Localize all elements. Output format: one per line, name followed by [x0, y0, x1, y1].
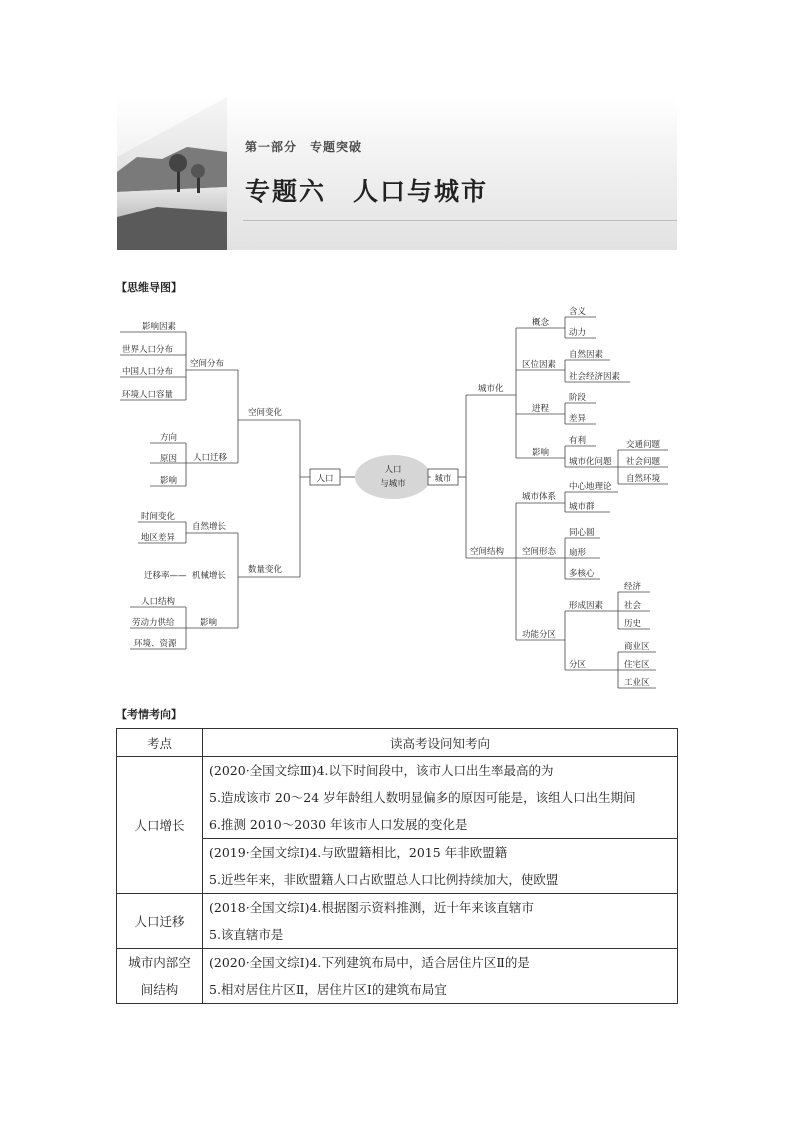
page-title: 专题六 人口与城市 [245, 177, 489, 206]
division-item: 商业区 [624, 642, 650, 652]
mind-map [110, 300, 680, 695]
division-item: 工业区 [624, 678, 650, 688]
system-item: 城市群 [569, 502, 595, 512]
spatial-label: 空间结构 [470, 547, 505, 557]
migration-label: 人口迁移 [193, 453, 228, 463]
form-item: 扇形 [569, 548, 587, 558]
header-topic: 考点 [117, 729, 203, 757]
location-label: 区位因素 [522, 360, 557, 370]
question-cell [203, 949, 678, 1004]
concept-item: 动力 [569, 328, 587, 338]
form-item: 多核心 [569, 569, 595, 579]
division-item: 住宅区 [624, 660, 650, 670]
landscape-photo [117, 97, 227, 250]
migration-item: 原因 [160, 454, 178, 464]
form-item: 同心圆 [569, 528, 595, 538]
distribution-item: 影响因素 [142, 322, 177, 332]
distribution-item: 世界人口分布 [122, 345, 174, 355]
formation-item: 社会 [624, 601, 642, 611]
table-row [117, 949, 678, 1004]
form-label: 空间形态 [522, 547, 557, 557]
question-line: 6.推测 2010～2030 年该市人口发展的变化是 [209, 817, 468, 832]
distribution-item: 中国人口分布 [122, 367, 174, 377]
distribution-item: 环境人口容量 [122, 390, 174, 400]
topic-cell: 人口增长 [117, 757, 203, 894]
center-node [355, 455, 431, 499]
question-line: (2018·全国文综Ⅰ)4.根据图示资料推测，近十年来该直辖市 [209, 900, 534, 915]
natural-growth-label: 自然增长 [192, 522, 227, 532]
impact-item: 人口结构 [141, 597, 176, 607]
question-line: 5.该直辖市是 [209, 927, 284, 942]
title-divider [243, 220, 677, 221]
population-root-label: 人口 [316, 474, 334, 484]
formation-item: 经济 [624, 582, 642, 592]
division-label: 分区 [569, 660, 587, 670]
migration-item: 方向 [160, 433, 178, 443]
process-item: 差异 [569, 414, 587, 424]
location-item: 社会经济因素 [569, 372, 621, 382]
migration-rate-label: 迁移率—— [144, 571, 187, 581]
problem-item: 交通问题 [626, 440, 661, 450]
mechanical-growth-label: 机械增长 [192, 571, 227, 581]
effect-good-label: 有利 [569, 436, 587, 446]
formation-label: 形成因素 [569, 601, 604, 611]
table-header-row [117, 729, 678, 757]
topic-line: 间结构 [140, 982, 179, 997]
distribution-label: 空间分布 [190, 359, 225, 369]
city-root-label: 城市 [434, 474, 452, 484]
exam-section-label: 【考情考向】 [116, 708, 182, 721]
concept-label: 概念 [532, 318, 550, 328]
formation-item: 历史 [624, 619, 642, 629]
exam-table [116, 728, 678, 1004]
part-label: 第一部分 专题突破 [245, 140, 363, 154]
natural-item: 地区差异 [141, 533, 176, 543]
migration-item: 影响 [160, 476, 178, 486]
system-label: 城市体系 [522, 492, 557, 502]
urbanization-label: 城市化 [478, 384, 504, 394]
mindmap-section-label: 【思维导图】 [116, 281, 182, 294]
effect-problem-label: 城市化问题 [569, 457, 612, 467]
impact-item: 劳动力供给 [132, 618, 175, 628]
question-cell [203, 839, 678, 894]
impact-item: 环境、资源 [134, 639, 177, 649]
question-line: 5.相对居住片区Ⅱ，居住片区Ⅰ的建筑布局宜 [209, 982, 447, 997]
center-label-2: 与城市 [380, 479, 406, 489]
topic-cell: 人口迁移 [117, 894, 203, 949]
topic-line: 城市内部空 [128, 955, 191, 970]
center-label-1: 人口 [384, 465, 402, 475]
problem-item: 社会问题 [626, 457, 661, 467]
chapter-banner [117, 97, 677, 250]
problem-item: 自然环境 [626, 474, 661, 484]
question-line: 5.近些年来，非欧盟籍人口占欧盟总人口比例持续加大，使欧盟 [209, 872, 559, 887]
table-row [117, 894, 678, 949]
concept-item: 含义 [569, 307, 587, 317]
question-cell [203, 894, 678, 949]
header-questions: 读高考设问知考向 [203, 729, 678, 757]
zoning-label: 功能分区 [522, 630, 557, 640]
quantity-change-label: 数量变化 [248, 565, 283, 575]
location-item: 自然因素 [569, 350, 604, 360]
impact-label: 影响 [200, 618, 218, 628]
process-item: 阶段 [569, 393, 587, 403]
question-line: (2020·全国文综Ⅲ)4.以下时间段中，该市人口出生率最高的为 [209, 763, 554, 778]
system-item: 中心地理论 [569, 482, 612, 492]
question-line: 5.造成该市 20～24 岁年龄组人数明显偏多的原因可能是，该组人口出生期间 [209, 790, 636, 805]
question-line: (2020·全国文综Ⅰ)4.下列建筑布局中，适合居住片区Ⅱ的是 [209, 955, 530, 970]
effect-label: 影响 [532, 448, 550, 458]
question-cell [203, 757, 678, 839]
question-line: (2019·全国文综Ⅰ)4.与欧盟籍相比，2015 年非欧盟籍 [209, 845, 508, 860]
space-change-label: 空间变化 [248, 408, 283, 418]
table-row [117, 757, 678, 839]
process-label: 进程 [532, 404, 550, 414]
topic-cell [117, 949, 203, 1004]
natural-item: 时间变化 [141, 512, 176, 522]
